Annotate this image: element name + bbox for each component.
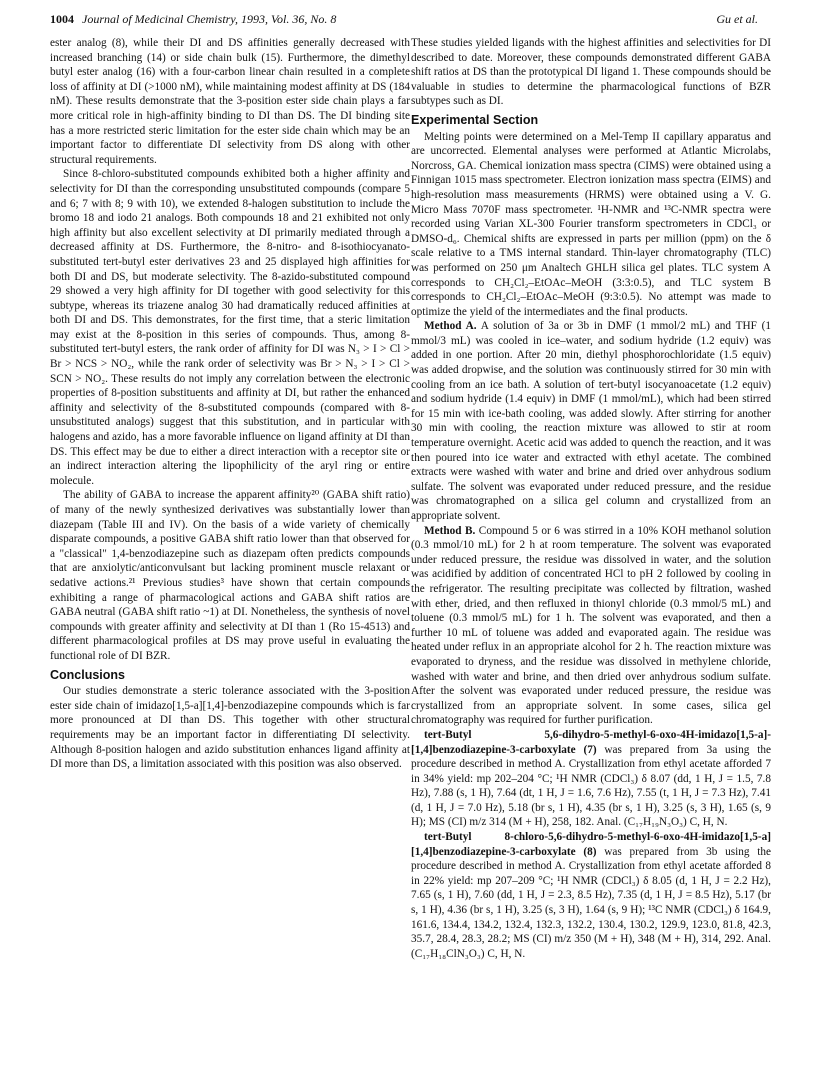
method-b-title: Method B. — [424, 524, 476, 537]
paragraph-compound-8 — [411, 830, 771, 961]
method-a-text: A solution of 3a or 3b in DMF (1 mmol/2 mL) and THF (1 mmol/3 mL) was cooled in ice–water, and sodium hydride (1.2 equiv) was added in one portion. After 20 min, diethyl phosphorochloridate (1.5 equiv) was added dropwise, and the solution was continuously stirred for 30 min with cooling from an ice bath. A solution of tert-butyl isocyanoacetate (1.2 equiv) and sodium hydride (1.4 equiv) in DMF (1 mmol/mL), which had been stirred for 15 min with ice-bath cooling, was added slowly. After stirring for another 30 min with cooling, the reaction mixture was allowed to stir at room temperature overnight. Acetic acid was added to quench the reaction, and it was then poured into ice water and extracted with ethyl acetate. The combined extracts were washed with water and brine and dried over anhydrous sodium sulfate. The solvent was evaporated under reduced pressure, and the residue was chromatographed on a silica gel column and crystallized from an appropriate solvent. — [411, 320, 771, 522]
paragraph-method-a — [411, 319, 771, 523]
compound-7-title: tert-Butyl 5,6-dihydro-5-methyl-6-oxo-4H-imidazo[1,5-a]-[1,4]benzodiazepine-3-carboxylate (7) — [411, 728, 771, 756]
journal-citation: Journal of Medicinal Chemistry, 1993, Vol. 36, No. 8 — [82, 12, 337, 26]
compound-8-title: tert-Butyl 8-chloro-5,6-dihydro-5-methyl-6-oxo-4H-imidazo[1,5-a][1,4]benzodiazepine-3-carboxylate (8) — [411, 831, 771, 858]
method-b-text: Compound 5 or 6 was stirred in a 10% KOH methanol solution (0.3 mmol/10 mL) for 2 h at room temperature. The solvent was evaporated under reduced pressure, the residue was dissolved in water, and the solution was acidified by addition of concentrated HCl to pH 2 followed by cooling in the refrigerator. The resulting precipitate was collected by filtration, washed with ether, dried, and then refluxed in thionyl chloride (0.3 mmol/5 mL) and toluene (0.3 mmol/5 mL) for 1 h. The solvent was evaporated, and then a further 10 mL of toluene was added and evaporated again. The residue was heated under reflux in an appropriate alcohol for 2 h. The reaction mixture was evaporated to dryness, and the residue was dissolved in methylene chloride, washed with water and brine, and then dried over anhydrous sodium sulfate. After the solvent was evaporated under reduced pressure, the residue was crystallized from an appropriate solvent. In some cases, silica gel chromatography was required for further purification. — [411, 524, 772, 727]
paragraph-gaba-shift: The ability of GABA to increase the apparent affinity²⁰ (GABA shift ratio) of many of the newly synthesized derivatives was substantially lower than diazepam (Table III and IV). On the basis of a wide variety of chemically disparate compounds, a positive GABA shift ratio lower than that observed for a "classical" 1,4-benzodiazepine such as diazepam often predicts compounds that are anxiolytic/anticonvulsant but lacking prominent muscle relaxant or sedative actions.²¹ Previous studies³ have shown that certain compounds exhibiting a range of pharmacological actions and GABA shift ratios are GABA neutral (GABA shift ratio ~1) at DI. Nonetheless, the synthesis of novel compounds with greater affinity and selectivity at DI than 1 (Ro 15-4513) and different pharmacological profiles at DS may prove useful in evaluating the functional role of DI BZR. — [50, 489, 410, 662]
compound-7-text: was prepared from 3a using the procedure described in method A. Crystallization from ethyl acetate afforded 7 in 34% yield: mp 202–204 °C; ¹H NMR (CDCl₃) δ 8.07 (dd, 1 H, J = 1.5, 7.8 Hz), 7.88 (s, 1 H), 7.64 (dt, 1 H, J = 1.6, 7.6 Hz), 7.55 (t, 1 H, J = 7.3 Hz), 7.41 (d, 1 H, J = 7.0 Hz), 5.18 (br s, 1 H), 4.35 (br s, 1 H), 3.25 (s, 3 H), 1.65 (s, 9 H); MS (CI) m/z 314 (M + H), 258, 182. Anal. (C₁₇H₁₉N₃O₃) C, H, N. — [411, 743, 772, 829]
paragraph-conclusions: Our studies demonstrate a steric tolerance associated with the 3-position ester side chain of imidazo[1,5-a][1,4]-benzodiazepine compounds which is far more pronounced at DI than DS. This together with other structural requirements may be an important factor in differentiating DI selectivity. Although 8-position halogen and azido substitution enhances ligand affinity at DI more than DS, a limitation associated with this position was also observed. — [50, 685, 410, 771]
author-running-head: Gu et al. — [716, 12, 758, 26]
paragraph-conclusions-continued: These studies yielded ligands with the highest affinities and selectivities for DI described to date. Moreover, these compounds demonstrated different GABA shift ratios at DS than the prototypical DI ligand 1. These compounds should be valuable in studies to determine the pharmacological functions of BZR subtypes such as DI. — [411, 37, 771, 108]
compound-8-text: was prepared from 3b using the procedure described in method A. Crystallization from ethyl acetate afforded 8 in 22% yield: mp 207–209 °C; ¹H NMR (CDCl₃) δ 8.05 (d, 1 H, J = 2.2 Hz), 7.65 (s, 1 H), 7.60 (dd, 1 H, J = 2.3, 8.5 Hz), 7.35 (d, 1 H, J = 8.5 Hz), 5.17 (br s, 1 H), 4.36 (br s, 1 H), 3.25 (s, 3 H), 1.64 (s, 9 H); ¹³C NMR (CDCl₃) δ 164.9, 161.6, 134.4, 134.2, 132.4, 132.3, 132.2, 130.4, 130.2, 129.9, 123.0, 81.8, 42.3, 35.7, 28.4, 28.3, 28.2; MS (CI) m/z 350 (M + H), 348 (M + H), 314, 292. Anal. (C₁₇H₁₈ClN₃O₃) C, H, N. — [411, 845, 771, 960]
conclusions-heading: Conclusions — [50, 667, 126, 682]
method-a-title: Method A. — [424, 320, 477, 333]
paragraph-general-methods: Melting points were determined on a Mel-Temp II capillary apparatus and are uncorrected. Elemental analyses were performed at Atlantic Microlabs, Norcross, GA. Chemical ionization mass spectra (CIMS) were obtained using a Finnigan 1015 mass spectrometer. Electron ionization mass spectra (EIMS) and high-resolution mass measurements (HRMS) were obtained using a V. G. Micro Mass 7070F mass spectrometer. ¹H-NMR and ¹³C-NMR spectra were recorded using Varian XL-300 Fourier transform spectrometers in CDCl₃ or DMSO-d₆. Chemical shifts are expressed in parts per million (ppm) on the δ scale relative to a TMS internal standard. Thin-layer chromatography (TLC) was performed on 250 μm Analtech GHLH silica gel plates. TLC system A corresponds to CH₂Cl₂–EtOAc–MeOH (3:3:0.5), and TLC system B corresponds to CH₂Cl₂–EtOAc–MeOH (9:3:0.5). No attempt was made to optimize the yield of the intermediates and the final products. — [411, 130, 771, 318]
paragraph-method-b — [411, 524, 771, 728]
paragraph-compound-7 — [411, 728, 771, 830]
paragraph-ester-side-chain: ester analog (8), while their DI and DS affinities generally decreased with increased branching (14) or side chain bulk (15). Furthermore, the dimethyl butyl ester analog (16) with a four-carbon linear chain resulted in a complete loss of affinity at DI (>1000 nM), while maintaining modest affinity at DS (184 nM). These results demonstrate that the 3-position ester side chain plays a far more critical role in high-affinity binding to DI than DS. The DI binding site has a more restricted steric limitation for the ester side chain which may be an important factor to differentiate DI selectivity from DS along with other structural requirements. — [50, 37, 410, 166]
paragraph-8-substitution: Since 8-chloro-substituted compounds exhibited both a higher affinity and selectivity for DI than the corresponding unsubstituted compounds (compare 5 and 6; 7 with 8; 9 with 10), we extended 8-halogen substitution to include the bromo 18 and iodo 21 analogs. Both compounds 18 and 21 exhibited not only high affinity but also excellent selectivity at DI primarily mediated through a decreased affinity at DS. Furthermore, the 8-nitro- and 8-isothiocyanato-substituted tert-butyl ester derivatives 23 and 25 displayed high affinities for both DI and DS, but moderate selectivity. The 8-azido-substituted compound 29 showed a very high affinity for DI together with good selectivity for this subtype, whereas its triazene analog 30 had dramatically reduced affinities at both DI and DS. This demonstrates, for the first time, that a steric limitation may exist at the 8-position in this series of compounds. Thus, among 8-substituted tert-butyl esters, the rank order of affinity for DI was N₃ > I > Cl > Br > NCS > NO₂, while the rank order of selectivity was Br > N₃ > I > Cl > SCN > NO₂. These results do not imply any correlation between the electronic properties of 8-position substituents and affinity at DI, but rather the enhanced affinity and selectivity of the 8-substituted compounds (compared with 8-unsubstituted analogs) suggest that this substitution, and in particular with halogens and azido, has a more favorable influence on ligand affinity at DI than DS. This effect may be due to either a direct interaction with a receptor site or an indirect interaction altering the lipophilicity of the aryl ring or entire molecule. — [50, 168, 410, 487]
page-number: 1004 — [50, 12, 74, 26]
left-column — [50, 36, 410, 772]
running-head — [50, 12, 758, 30]
experimental-heading: Experimental Section — [411, 112, 539, 127]
right-column — [411, 36, 771, 961]
